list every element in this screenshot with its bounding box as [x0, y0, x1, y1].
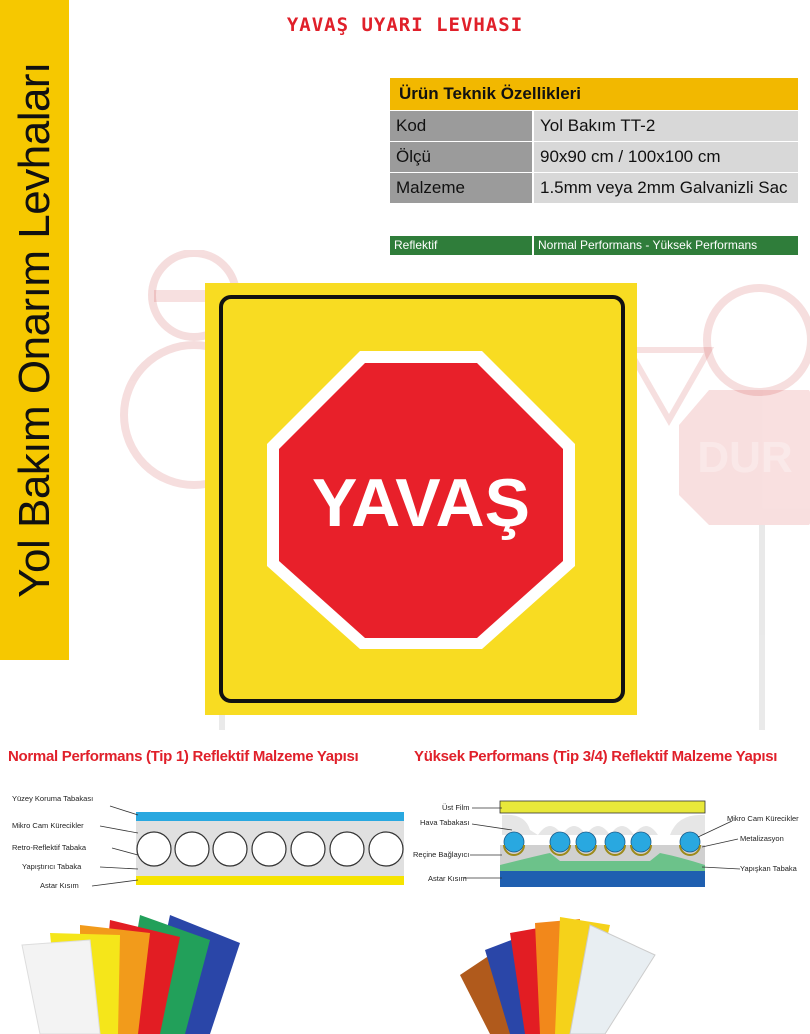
label-adhesive-layer-high: Yapışkan Tabaka [740, 864, 797, 873]
spec-row-material [390, 173, 798, 203]
high-structure-diagram [410, 795, 810, 905]
spec-table [390, 78, 798, 203]
background-sign-text: DUR [697, 433, 793, 482]
spec-row-size [390, 142, 798, 172]
normal-performance-title: Normal Performans (Tip 1) Reflektif Malzeme Yapısı [8, 748, 359, 765]
normal-sheet-swatches [0, 905, 260, 1034]
spec-row-code [390, 111, 798, 141]
yavas-sign [205, 283, 637, 715]
page-title: YAVAŞ UYARI LEVHASI [286, 14, 524, 36]
spec-table-header: Ürün Teknik Özellikleri [390, 78, 798, 110]
spec-value: 1.5mm veya 2mm Galvanizli Sac [534, 173, 798, 203]
label-micro-glass-beads: Mikro Cam Kürecikler [12, 821, 84, 830]
spec-key: Malzeme [390, 173, 532, 203]
sidebar-title: Yol Bakım Onarım Levhaları [10, 62, 59, 598]
sign-text: YAVAŞ [312, 465, 530, 541]
label-resin-binder: Reçine Bağlayıcı [413, 850, 470, 859]
label-metallization: Metalizasyon [740, 834, 784, 843]
spec-value: 90x90 cm / 100x100 cm [534, 142, 798, 172]
sidebar-banner [0, 0, 69, 660]
normal-structure-diagram [0, 785, 410, 895]
sign-graphic [205, 283, 637, 715]
label-liner: Astar Kısım [40, 881, 79, 890]
reflective-key: Reflektif [390, 236, 532, 255]
label-micro-glass-beads-high: Mikro Cam Kürecikler [727, 814, 799, 823]
high-sheet-swatches [420, 905, 680, 1034]
label-liner-high: Astar Kısım [428, 874, 467, 883]
spec-key: Kod [390, 111, 532, 141]
spec-key: Ölçü [390, 142, 532, 172]
label-retro-reflective-layer: Retro-Reflektif Tabaka [12, 843, 87, 852]
label-adhesive-layer: Yapıştırıcı Tabaka [22, 862, 82, 871]
label-top-film: Üst Film [442, 803, 470, 812]
high-performance-title: Yüksek Performans (Tip 3/4) Reflektif Malzeme Yapısı [414, 748, 778, 765]
label-air-layer: Hava Tabakası [420, 818, 470, 827]
spec-value: Yol Bakım TT-2 [534, 111, 798, 141]
label-surface-protection: Yüzey Koruma Tabakası [12, 794, 94, 803]
reflective-value: Normal Performans - Yüksek Performans [534, 236, 798, 255]
